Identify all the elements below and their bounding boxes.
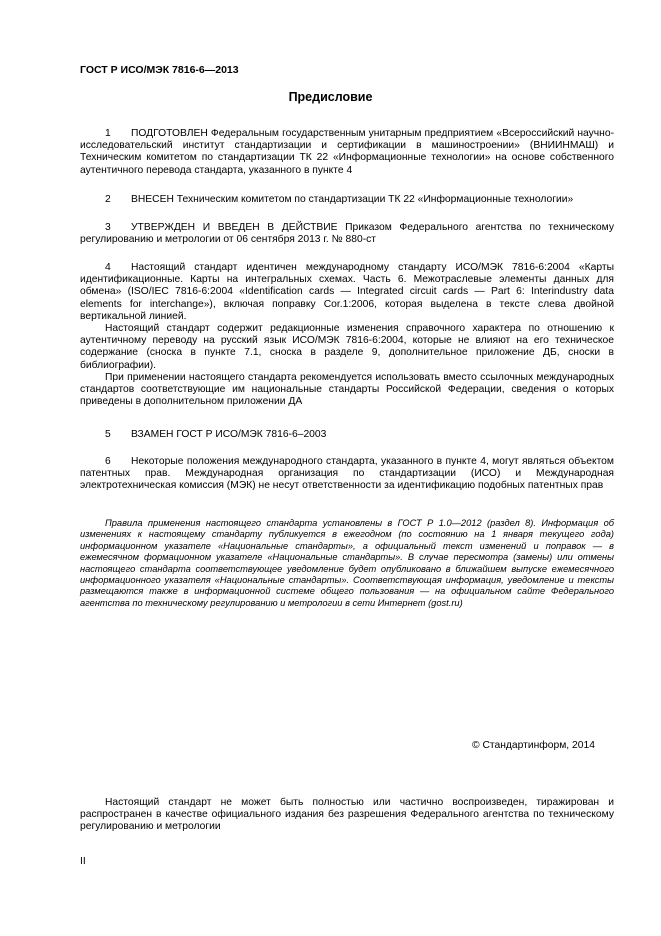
item-number: 5 [105, 429, 111, 440]
item-5 [80, 429, 614, 441]
document-header: ГОСТ Р ИСО/МЭК 7816-6—2013 [80, 64, 239, 76]
item-number: 6 [105, 456, 111, 467]
copyright: © Стандартинформ, 2014 [472, 740, 595, 751]
item-4-paragraph: Настоящий стандарт содержит редакционные изменения справочного характера по отношению к аутентичному переводу на русский язык ИСО/МЭК 7816-6:2004, которые не влияют на его техническое содержание (сноска в пункте 7.1, сноска в разделе 9, дополнительное приложение ДБ, сноски в библиографии). [80, 323, 614, 371]
item-text: ПОДГОТОВЛЕН Федеральным государственным унитарным предприятием «Всероссийский научно-исследовательский институт стандартизации и сертификации в машиностроении» (ВНИИНМАШ) и Техническим комитетом по стандартизации ТК 22 «Информационные технологии» на основе собственного аутентичного перевода стандарта, указанного в пункте 4 [80, 128, 614, 176]
item-number: 3 [105, 222, 111, 233]
page-title: Предисловие [288, 90, 373, 104]
item-4-paragraph: При применении настоящего стандарта рекомендуется использовать вместо ссылочных международных стандартов соответствующие им национальные стандарты Российской Федерации, сведения о которых приведены в дополнительном приложении ДА [80, 371, 614, 408]
item-number: 1 [105, 128, 111, 139]
item-text: ВЗАМЕН ГОСТ Р ИСО/МЭК 7816-6–2003 [131, 429, 327, 440]
item-text: ВНЕСЕН Техническим комитетом по стандартизации ТК 22 «Информационные технологии» [131, 194, 574, 205]
item-text: Настоящий стандарт идентичен международному стандарту ИСО/МЭК 7816-6:2004 «Карты идентификационные. Карты на интегральных схемах. Часть 6. Межотраслевые элементы данных для обмена» (ISO/IEC 7816-6:2004 «Identification cards — Integrated circuit cards — Part 6: Interindustry data elements for interchange»), включая поправку Cor.1:2006, которая выделена в тексте слева двойной вертикальной линией. [80, 262, 614, 322]
item-text: УТВЕРЖДЕН И ВВЕДЕН В ДЕЙСТВИЕ Приказом Федерального агентства по техническому регулированию и метрологии от 06 сентября 2013 г. № 880-ст [80, 222, 614, 246]
item-number: 4 [105, 262, 111, 273]
page-number: II [80, 856, 86, 867]
item-3 [80, 222, 614, 246]
item-text: Некоторые положения международного стандарта, указанного в пункте 4, могут являться объектом патентных прав. Международная организация по стандартизации (ИСО) и Международная электротехническая комиссия (МЭК) не несут ответственности за идентификацию подобных патентных прав [80, 456, 614, 492]
item-2 [80, 194, 614, 206]
item-1 [80, 128, 614, 177]
item-4 [80, 262, 614, 408]
item-6 [80, 456, 614, 493]
reproduction-notice: Настоящий стандарт не может быть полностью или частично воспроизведен, тиражирован и распространен в качестве официального издания без разрешения Федерального агентства по техническому регулированию и метрологии [80, 797, 614, 833]
item-number: 2 [105, 194, 111, 205]
application-note: Правила применения настоящего стандарта установлены в ГОСТ Р 1.0—2012 (раздел 8). Информация об изменениях к настоящему стандарту публикуется в ежегодном (по состоянию на 1 января текущего года) информационном указателе «Национальные стандарты», а официальный текст изменений и поправок — в ежемесячном формационном указателе «Национальные стандарты». В случае пересмотра (замены) или отмены настоящего стандарта соответствующее уведомление будет опубликовано в ближайшем выпуске ежемесячного информационного указателя «Национальные стандарты». Соответствующая информация, уведомление и тексты размещаются также в информационной системе общего пользования — на официальном сайте Федерального агентства по техническому регулированию и метрологии в сети Интернет (gost.ru) [80, 518, 614, 608]
